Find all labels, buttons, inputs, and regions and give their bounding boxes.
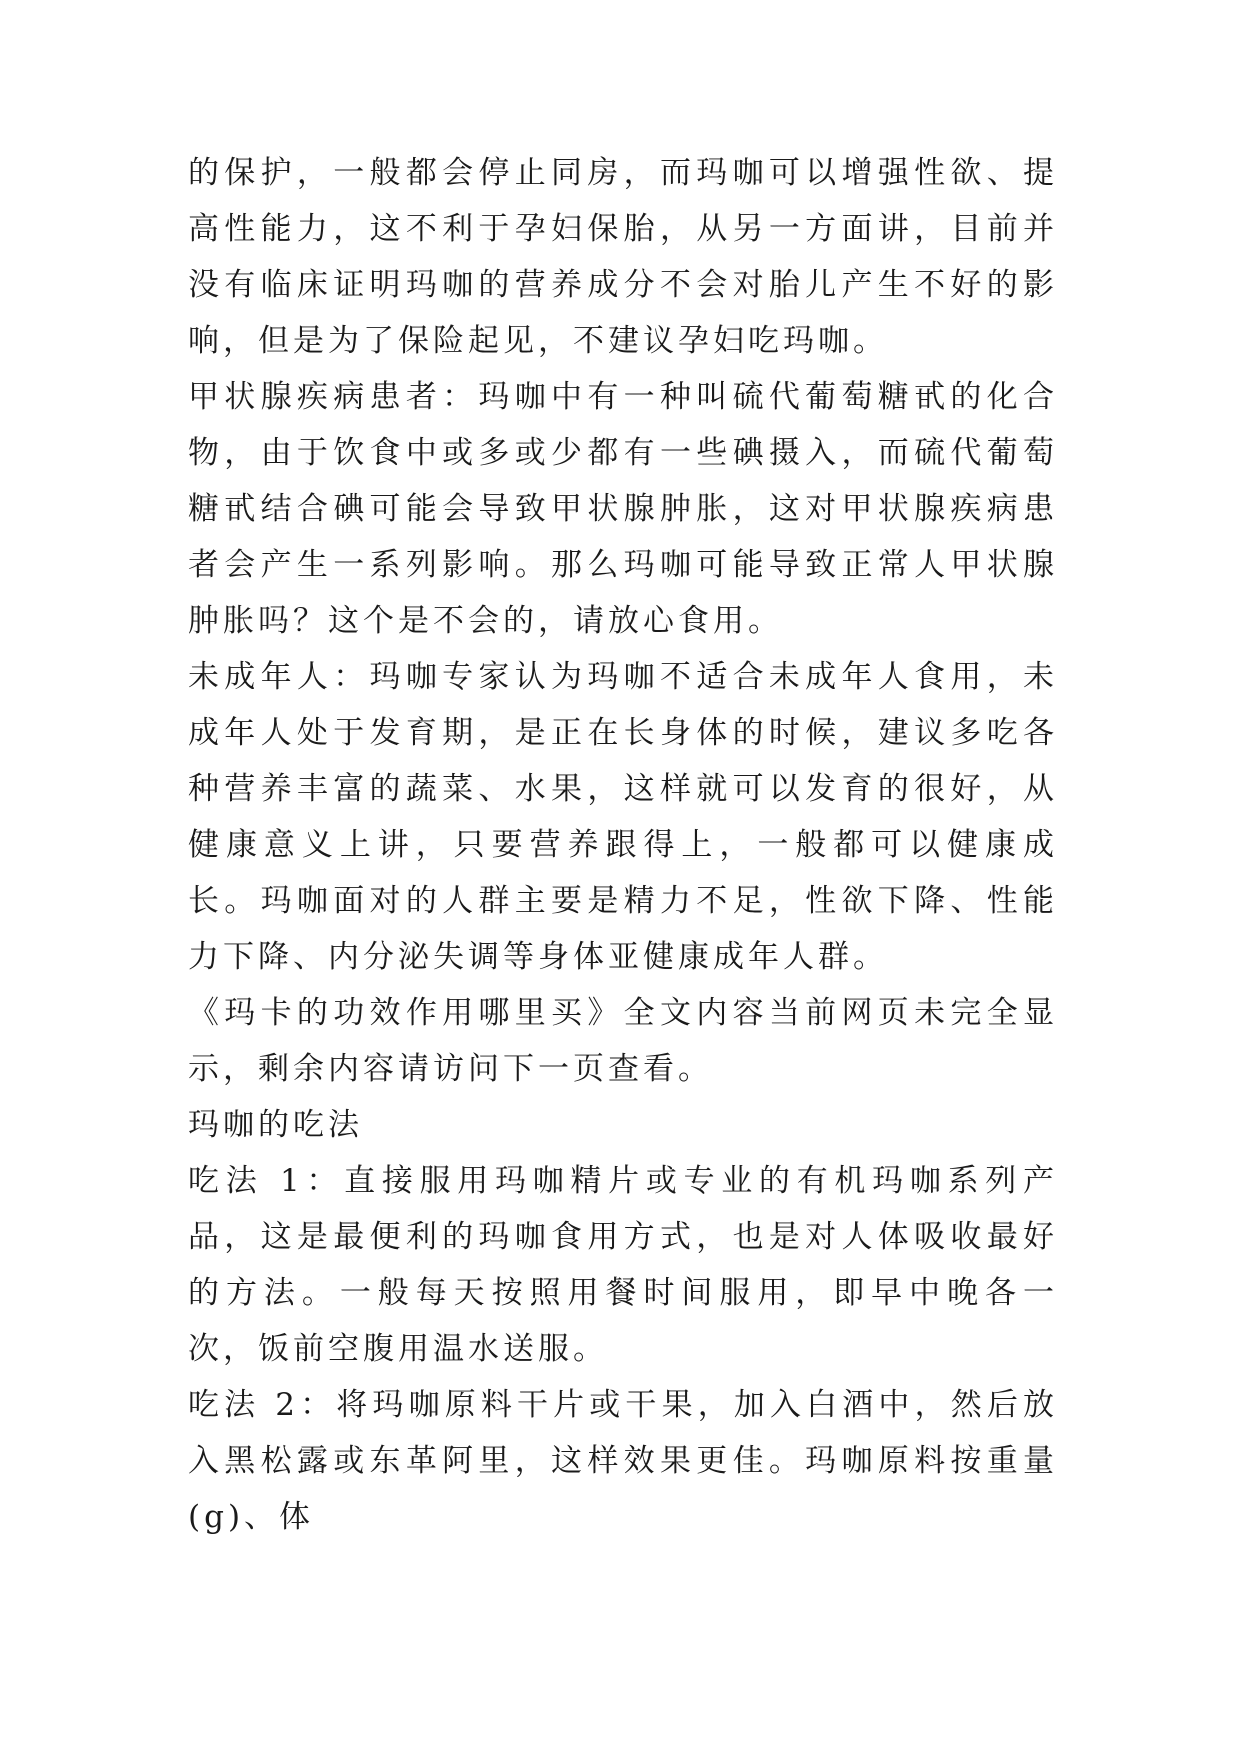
paragraph-method-1: 吃法 1：直接服用玛咖精片或专业的有机玛咖系列产品，这是最便利的玛咖食用方式，也是对人体吸收最好的方法。一般每天按照用餐时间服用，即早中晚各一次，饭前空腹用温水送服。 [188, 1163, 1058, 1367]
paragraph-next-page-notice: 《玛卡的功效作用哪里买》全文内容当前网页未完全显示，剩余内容请访问下一页查看。 [188, 995, 1058, 1087]
paragraph-method-2: 吃法 2：将玛咖原料干片或干果，加入白酒中，然后放入黑松露或东革阿里，这样效果更佳。玛咖原料按重量(g)、体 [188, 1387, 1058, 1535]
paragraph-pregnant-women: 的保护，一般都会停止同房，而玛咖可以增强性欲、提高性能力，这不利于孕妇保胎，从另一方面讲，目前并没有临床证明玛咖的营养成分不会对胎儿产生不好的影响，但是为了保险起见，不建议孕妇吃玛咖。 [188, 155, 1058, 359]
document-body [188, 145, 1058, 1545]
paragraph-thyroid-patients: 甲状腺疾病患者：玛咖中有一种叫硫代葡萄糖甙的化合物，由于饮食中或多或少都有一些碘摄入，而硫代葡萄糖甙结合碘可能会导致甲状腺肿胀，这对甲状腺疾病患者会产生一系列影响。那么玛咖可能导致正常人甲状腺肿胀吗？这个是不会的，请放心食用。 [188, 379, 1058, 639]
section-heading-how-to-eat: 玛咖的吃法 [188, 1107, 363, 1143]
paragraph-minors: 未成年人：玛咖专家认为玛咖不适合未成年人食用，未成年人处于发育期，是正在长身体的时候，建议多吃各种营养丰富的蔬菜、水果，这样就可以发育的很好，从健康意义上讲，只要营养跟得上，一般都可以健康成长。玛咖面对的人群主要是精力不足，性欲下降、性能力下降、内分泌失调等身体亚健康成年人群。 [188, 659, 1058, 975]
